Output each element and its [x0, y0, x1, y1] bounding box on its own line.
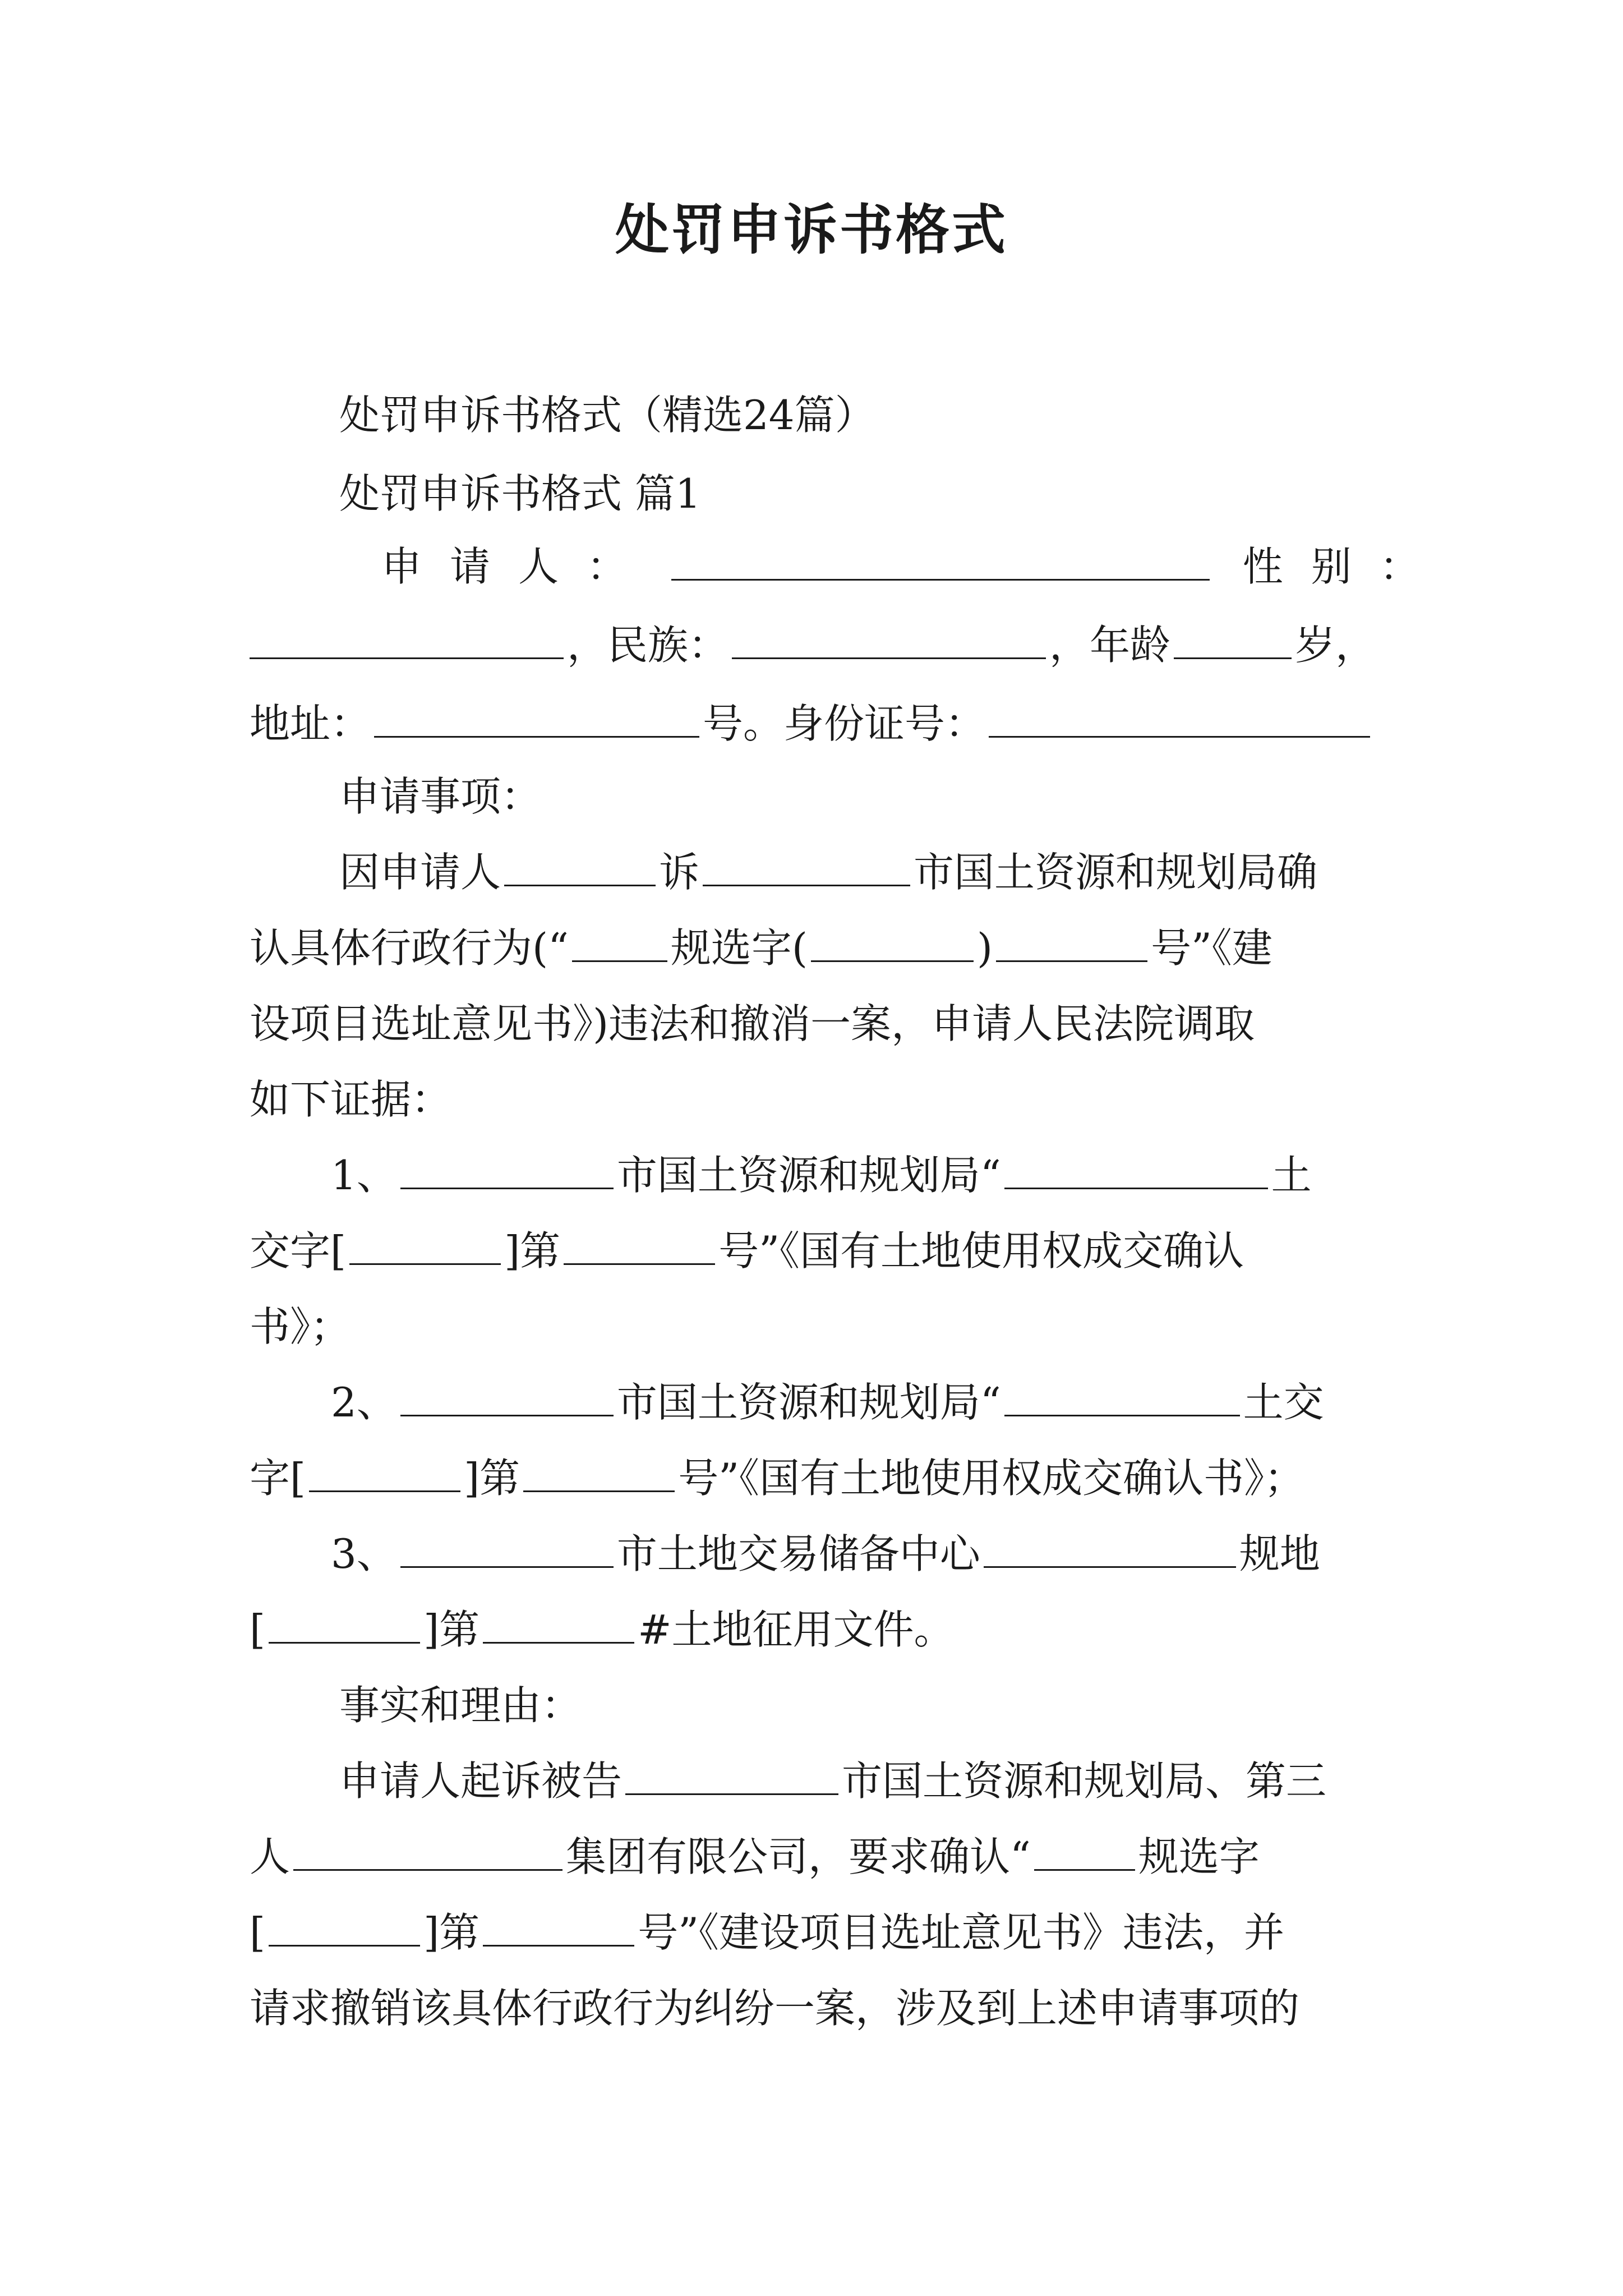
- evidence-1-line-2: [250, 1223, 1244, 1279]
- blank-field[interactable]: [400, 1526, 614, 1568]
- age-blank[interactable]: [1174, 617, 1292, 659]
- blank-field[interactable]: [523, 1450, 675, 1492]
- applicant-label: 申请人：: [381, 543, 656, 590]
- evidence-text: 市土地交易储备中心: [616, 1530, 980, 1577]
- items-text: 因申请人: [339, 849, 501, 896]
- address-blank[interactable]: [374, 696, 699, 738]
- evidence-number: 2、: [331, 1379, 397, 1426]
- blank-field[interactable]: [400, 1147, 614, 1189]
- blank-field[interactable]: [269, 1602, 420, 1644]
- id-number-blank[interactable]: [989, 696, 1370, 738]
- blank-field[interactable]: [349, 1223, 501, 1265]
- items-line-2: [250, 920, 1272, 976]
- blank-field[interactable]: [293, 1829, 562, 1871]
- applicant-name-blank[interactable]: [671, 539, 1210, 581]
- items-text: 规选字(: [670, 924, 808, 972]
- blank-field[interactable]: [625, 1753, 838, 1795]
- address-label: 地址：: [250, 700, 371, 747]
- evidence-number: 1、: [331, 1152, 397, 1199]
- evidence-text: ]第: [423, 1606, 480, 1653]
- applicant-line: [381, 539, 1448, 595]
- blank-field[interactable]: [572, 920, 667, 962]
- age-unit: 岁，: [1295, 622, 1376, 669]
- evidence-text: 号”《国有土地使用权成交确认书》；: [678, 1455, 1304, 1502]
- evidence-text: [: [250, 1606, 266, 1653]
- facts-text: ]第: [423, 1909, 480, 1956]
- evidence-1-line-3: 书》；: [250, 1303, 351, 1350]
- evidence-text: 土: [1271, 1152, 1312, 1199]
- age-label: ，年龄: [1049, 622, 1171, 669]
- city-blank[interactable]: [703, 844, 910, 886]
- items-line-1: [339, 844, 1317, 900]
- evidence-2-line-1: [331, 1374, 1324, 1430]
- gender-label: 性别：: [1242, 543, 1448, 590]
- facts-line-2: [250, 1829, 1260, 1885]
- blank-field[interactable]: [984, 1526, 1236, 1568]
- items-text: ): [977, 924, 993, 972]
- evidence-text: 交字[: [250, 1227, 347, 1274]
- evidence-text: 号”《国有土地使用权成交确认: [718, 1227, 1244, 1274]
- facts-line-3: [250, 1904, 1284, 1961]
- blank-field[interactable]: [564, 1223, 715, 1265]
- ethnicity-label: ，民族：: [567, 622, 729, 669]
- gender-blank[interactable]: [250, 617, 564, 659]
- blank-field[interactable]: [309, 1450, 460, 1492]
- blank-field[interactable]: [483, 1904, 634, 1947]
- items-text: 诉: [659, 849, 700, 896]
- evidence-3-line-2: [250, 1602, 955, 1658]
- evidence-text: ]第: [464, 1455, 520, 1502]
- id-number-label: 号。身份证号：: [703, 700, 986, 747]
- address-line: [250, 696, 1373, 752]
- facts-text: 申请人起诉被告: [339, 1757, 623, 1805]
- facts-heading: 事实和理由：: [339, 1682, 582, 1729]
- blank-field[interactable]: [269, 1904, 420, 1947]
- evidence-text: 字[: [250, 1455, 306, 1502]
- items-text: 市国土资源和规划局确: [914, 849, 1318, 896]
- facts-text: 人: [250, 1833, 291, 1880]
- evidence-text: 市国土资源和规划局“: [616, 1152, 1001, 1199]
- items-heading: 申请事项：: [339, 773, 542, 820]
- evidence-number: 3、: [331, 1530, 397, 1577]
- items-text: 认具体行政行为(“: [250, 924, 569, 972]
- subtitle: 处罚申诉书格式（精选24篇）: [339, 392, 875, 439]
- evidence-2-line-2: [250, 1450, 1304, 1506]
- blank-field[interactable]: [811, 920, 974, 962]
- evidence-text: 市国土资源和规划局“: [616, 1379, 1001, 1426]
- evidence-text: #土地征用文件。: [638, 1606, 955, 1653]
- facts-line-4: 请求撤销该具体行政行为纠纷一案，涉及到上述申请事项的: [250, 1985, 1300, 2032]
- evidence-text: ]第: [504, 1227, 561, 1274]
- ethnicity-blank[interactable]: [732, 617, 1046, 659]
- blank-field[interactable]: [1004, 1374, 1240, 1416]
- items-line-4: 如下证据：: [250, 1076, 452, 1123]
- facts-text: 号”《建设项目选址意见书》违法，并: [638, 1909, 1284, 1956]
- evidence-1-line-1: [331, 1147, 1312, 1203]
- section-heading: 处罚申诉书格式 篇1: [339, 470, 701, 517]
- evidence-3-line-1: [331, 1526, 1320, 1582]
- blank-field[interactable]: [996, 920, 1147, 962]
- document-title: 处罚申诉书格式: [615, 198, 1008, 261]
- evidence-text: 规地: [1239, 1530, 1320, 1577]
- evidence-text: 土交: [1243, 1379, 1324, 1426]
- facts-text: 市国土资源和规划局、第三: [842, 1757, 1327, 1805]
- facts-text: [: [250, 1909, 266, 1956]
- facts-line-1: [339, 1753, 1326, 1809]
- facts-text: 规选字: [1138, 1833, 1260, 1880]
- blank-field[interactable]: [483, 1602, 634, 1644]
- ethnicity-age-line: [250, 617, 1376, 673]
- items-line-3: 设项目选址意见书》)违法和撤消一案，申请人民法院调取: [250, 1000, 1255, 1047]
- facts-text: 集团有限公司，要求确认“: [566, 1833, 1031, 1880]
- applicant-blank[interactable]: [504, 844, 656, 886]
- items-text: 号”《建: [1151, 924, 1272, 972]
- blank-field[interactable]: [400, 1374, 614, 1416]
- blank-field[interactable]: [1034, 1829, 1135, 1871]
- blank-field[interactable]: [1004, 1147, 1268, 1189]
